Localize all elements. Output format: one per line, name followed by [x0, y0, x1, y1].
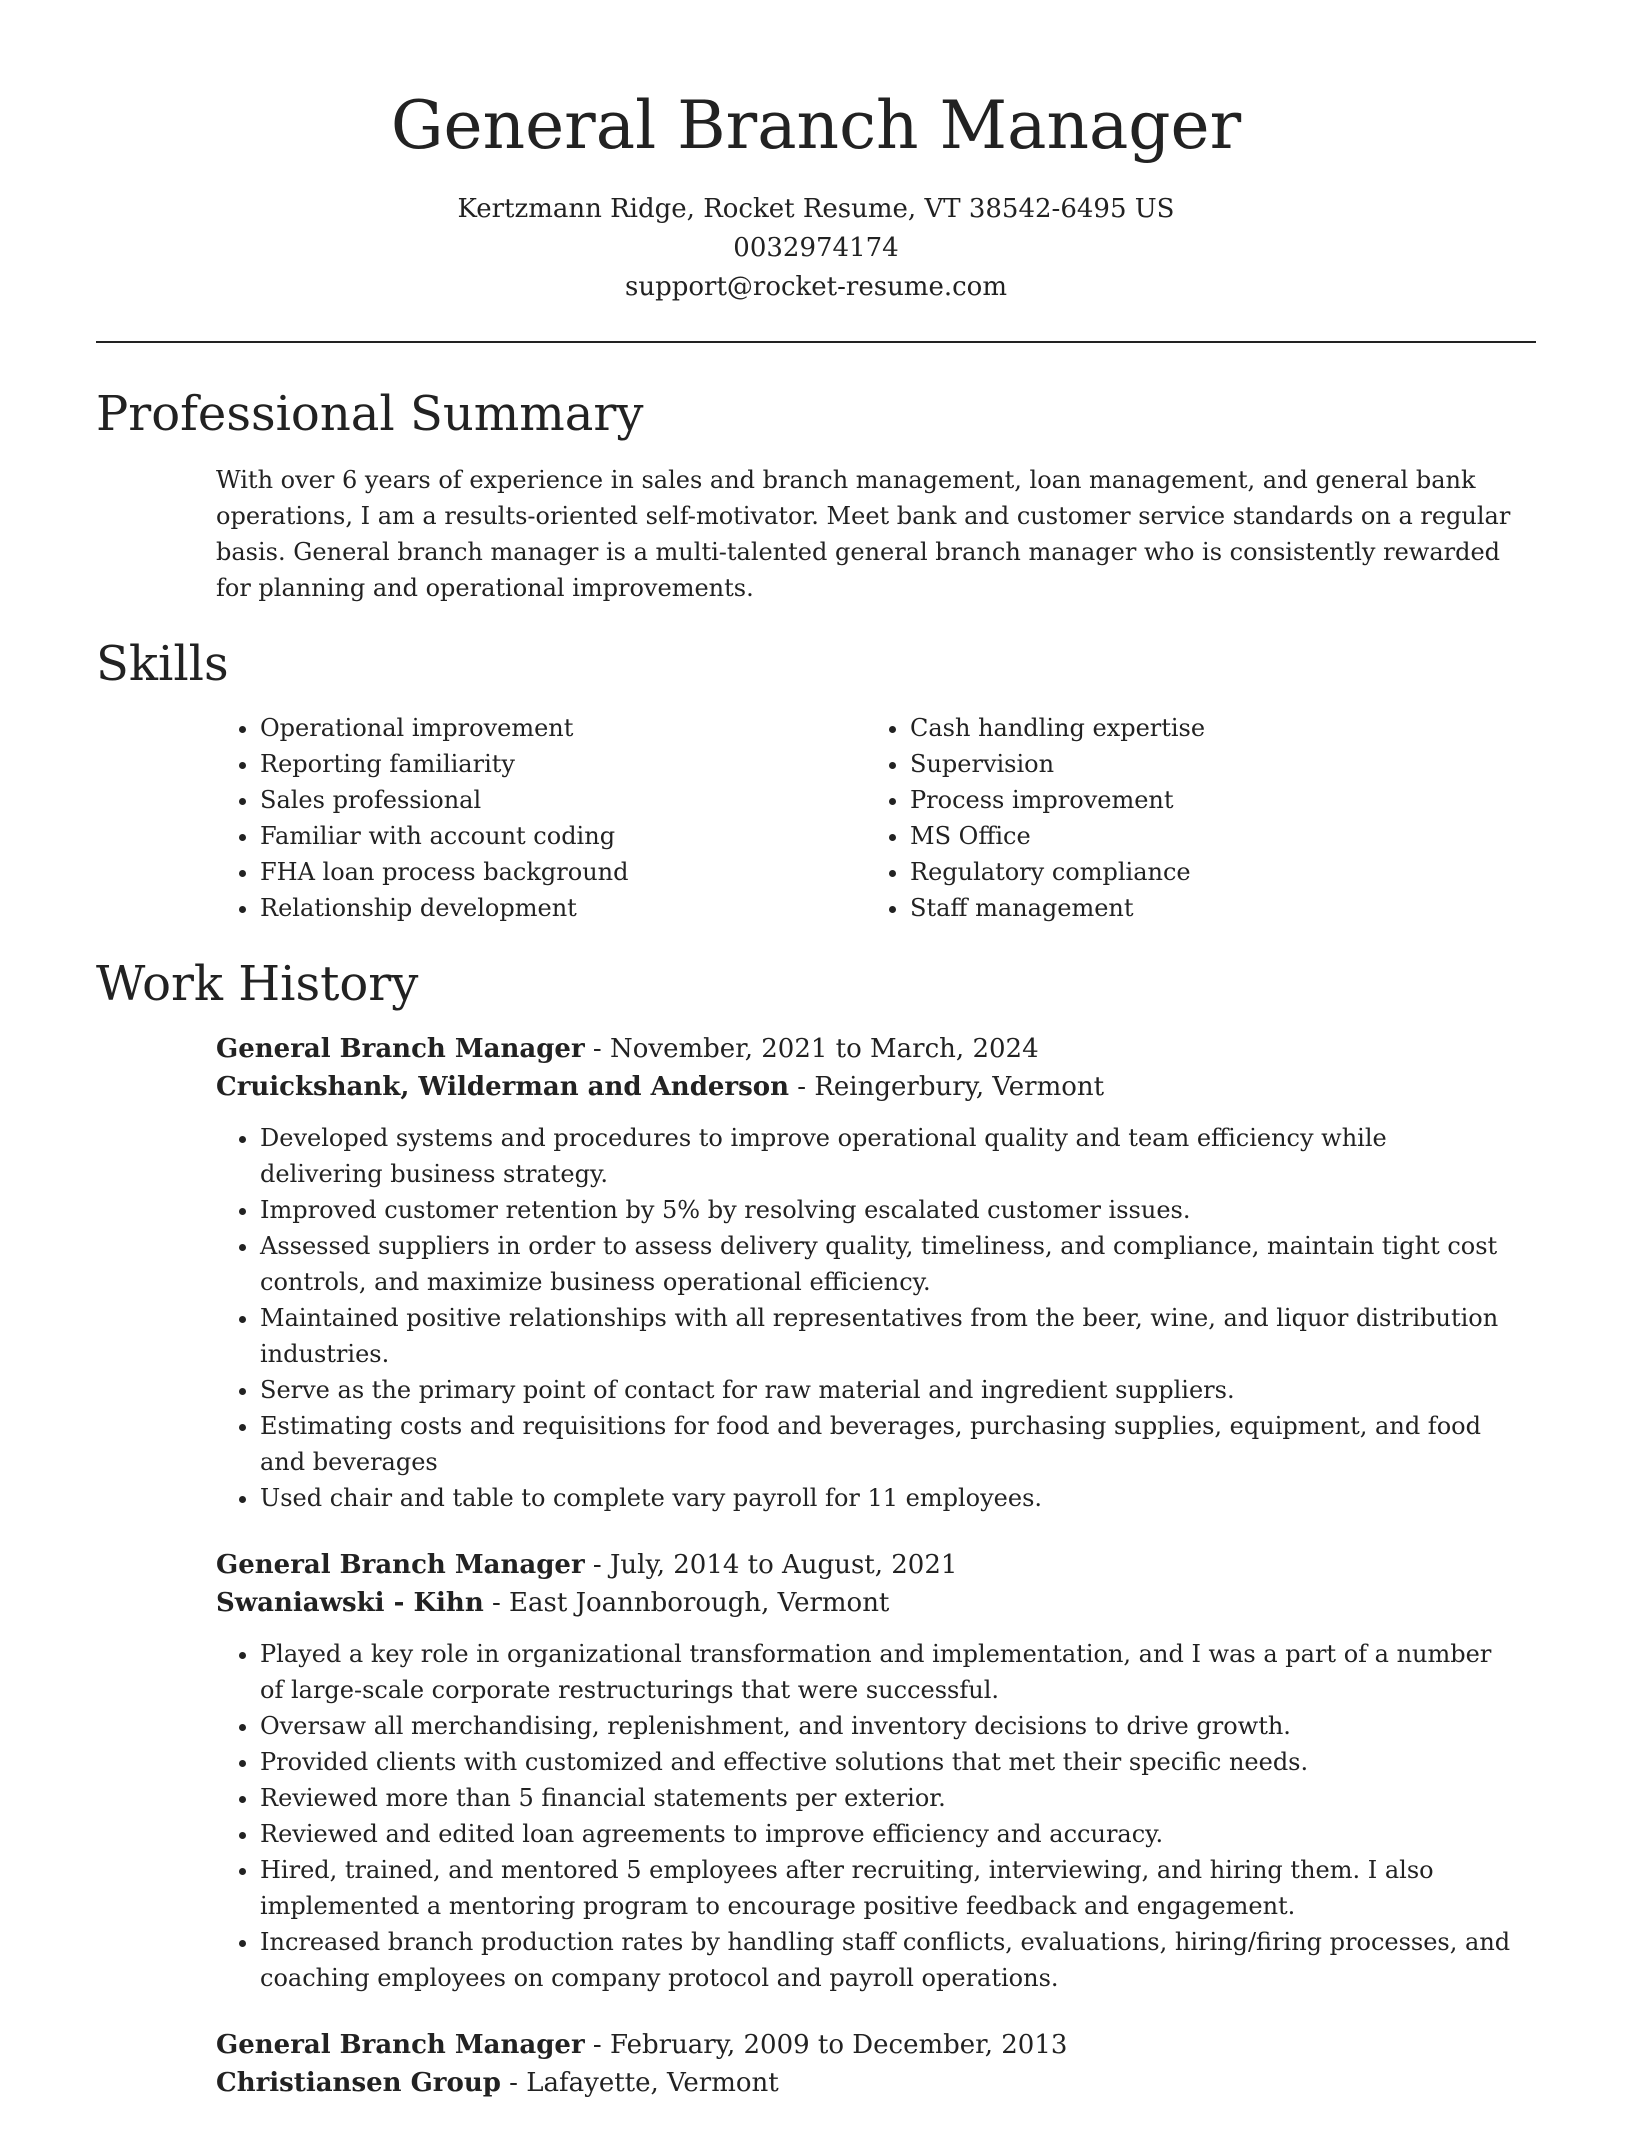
- skill-item: • Familiar with account coding: [260, 818, 866, 854]
- skill-item: • FHA loan process background: [260, 854, 866, 890]
- work-history-list: [216, 1030, 1516, 2132]
- job-location: - Reingerbury, Vermont: [789, 1072, 1105, 1102]
- job-bullet: • Provided clients with customized and effective solutions that met their specific needs.: [260, 1744, 1516, 1780]
- contact-email: support@rocket-resume.com: [624, 272, 1007, 302]
- skills-heading: Skills: [96, 636, 229, 692]
- job-dates: - July, 2014 to August, 2021: [584, 1550, 958, 1580]
- job-bullets: [216, 1120, 1516, 1516]
- job-role: General Branch Manager: [216, 1034, 585, 1064]
- job-bullet: • Assessed suppliers in order to assess delivery quality, timeliness, and compliance, maintain tight cost controls, and maximize business operational efficiency.: [260, 1228, 1516, 1300]
- contact-address: Kertzmann Ridge, Rocket Resume, VT 38542-6495 US: [457, 194, 1175, 224]
- job-role: General Branch Manager: [216, 2030, 585, 2060]
- job-dates: - November, 2021 to March, 2024: [584, 1034, 1039, 1064]
- job-bullet: • Used chair and table to complete vary payroll for 11 employees.: [260, 1480, 1516, 1516]
- skills-column-left: [216, 710, 866, 926]
- contact-block: [0, 190, 1632, 307]
- resume-name: General Branch Manager: [390, 87, 1242, 164]
- skill-item: • Sales professional: [260, 782, 866, 818]
- job-entry: [216, 1546, 1516, 1996]
- job-location: - Lafayette, Vermont: [500, 2068, 779, 2098]
- job-bullet: • Hired, trained, and mentored 5 employees after recruiting, interviewing, and hiring them. I also implemented a mentoring program to encourage positive feedback and engagement.: [260, 1852, 1516, 1924]
- job-company-line: [216, 1584, 1516, 1622]
- job-company: Christiansen Group: [216, 2068, 501, 2098]
- job-bullet: • Reviewed more than 5 financial statements per exterior.: [260, 1780, 1516, 1816]
- skill-item: • Supervision: [910, 746, 1516, 782]
- job-bullet: • Improved customer retention by 5% by resolving escalated customer issues.: [260, 1192, 1516, 1228]
- job-company-line: [216, 1068, 1516, 1106]
- job-bullet: • Oversaw all merchandising, replenishment, and inventory decisions to drive growth.: [260, 1708, 1516, 1744]
- job-company-line: [216, 2064, 1516, 2102]
- job-bullet: • Played a key role in organizational transformation and implementation, and I was a part of a number of large-scale corporate restructurings that were successful.: [260, 1636, 1516, 1708]
- job-bullet: • Developed systems and procedures to improve operational quality and team efficiency while delivering business strategy.: [260, 1120, 1516, 1192]
- job-role: General Branch Manager: [216, 1550, 585, 1580]
- job-bullet: • Maintained positive relationships with all representatives from the beer, wine, and liquor distribution industries.: [260, 1300, 1516, 1372]
- skill-item: • Staff management: [910, 890, 1516, 926]
- skill-item: • Relationship development: [260, 890, 866, 926]
- job-title-line: [216, 2026, 1516, 2064]
- job-company: Swaniawski - Kihn: [216, 1588, 484, 1618]
- summary-text: With over 6 years of experience in sales and branch management, loan management, and general bank operations, I am a results-oriented self-motivator. Meet bank and customer service standards on a regular basis. General branch manager is a multi-talented general branch manager who is consistently rewarded for planning and operational improvements.: [216, 466, 1511, 602]
- skills-column-right: [866, 710, 1516, 926]
- job-title-line: [216, 1030, 1516, 1068]
- job-bullet: • Reviewed and edited loan agreements to improve efficiency and accuracy.: [260, 1816, 1516, 1852]
- work-history-heading: Work History: [96, 956, 419, 1012]
- job-title-line: [216, 1546, 1516, 1584]
- job-bullet: • Estimating costs and requisitions for food and beverages, purchasing supplies, equipment, and food and beverages: [260, 1408, 1516, 1480]
- job-bullets: [216, 1636, 1516, 1996]
- skill-item: • Regulatory compliance: [910, 854, 1516, 890]
- skill-item: • MS Office: [910, 818, 1516, 854]
- job-dates: - February, 2009 to December, 2013: [584, 2030, 1068, 2060]
- job-bullet: • Increased branch production rates by handling staff conflicts, evaluations, hiring/firing processes, and coaching employees on company protocol and payroll operations.: [260, 1924, 1516, 1996]
- job-entry: [216, 2026, 1516, 2102]
- job-bullet: • Serve as the primary point of contact for raw material and ingredient suppliers.: [260, 1372, 1516, 1408]
- job-entry: [216, 1030, 1516, 1516]
- header-divider: [96, 341, 1536, 343]
- skill-item: • Reporting familiarity: [260, 746, 866, 782]
- skill-item: • Process improvement: [910, 782, 1516, 818]
- job-company: Cruickshank, Wilderman and Anderson: [216, 1072, 790, 1102]
- contact-phone: 0032974174: [733, 233, 899, 263]
- skills-list: [216, 710, 1536, 926]
- skill-item: • Operational improvement: [260, 710, 866, 746]
- summary-heading: Professional Summary: [96, 386, 644, 442]
- skill-item: • Cash handling expertise: [910, 710, 1516, 746]
- job-location: - East Joannborough, Vermont: [483, 1588, 890, 1618]
